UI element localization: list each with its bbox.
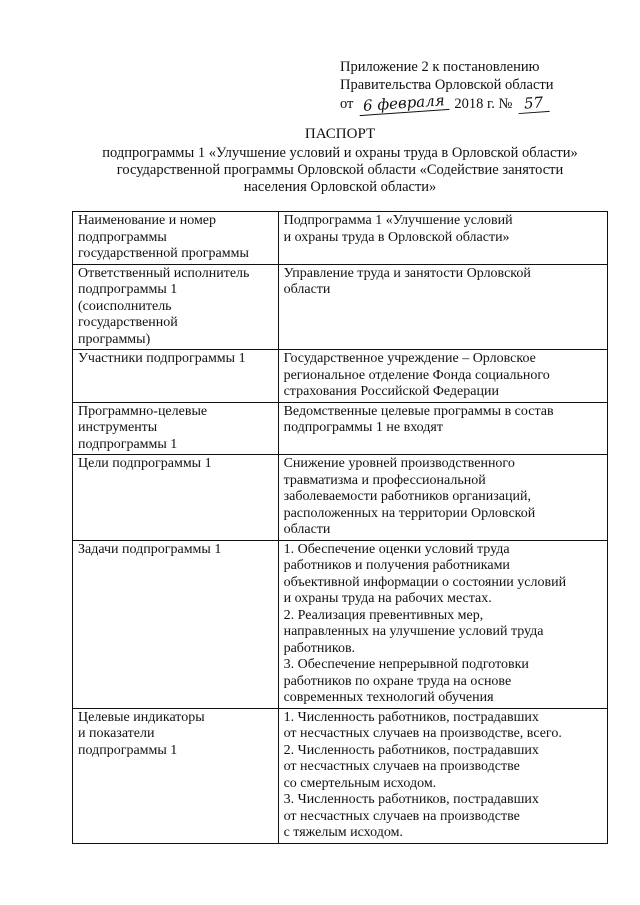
row-label-cell (73, 264, 279, 350)
row-value-line: и охраны труда в Орловской области» (283, 229, 510, 245)
table-row (73, 455, 608, 541)
appendix-line-1: Приложение 2 к постановлению (340, 59, 540, 75)
row-label-line: Цели подпрограммы 1 (78, 456, 212, 471)
handwritten-number: 57 (517, 93, 549, 114)
table-row (73, 264, 608, 350)
row-label-cell (73, 350, 279, 403)
appendix-date-line (340, 91, 554, 115)
subtitle-line-1: подпрограммы 1 «Улучшение условий и охраны труда в Орловской области» (102, 145, 578, 161)
row-label-line: Задачи подпрограммы 1 (78, 541, 222, 557)
row-value-line: от несчастных случаев на производстве (283, 759, 520, 774)
row-value-line: Управление труда и занятости Орловской (283, 265, 531, 281)
row-value-line: 1. Численность работников, пострадавших (283, 709, 539, 725)
row-value-line: со смертельным исходом. (283, 775, 437, 791)
document-title: ПАСПОРТ (304, 126, 376, 142)
row-label-line: государственной программы (78, 246, 249, 261)
row-value-line: 2. Численность работников, пострадавших (283, 742, 539, 758)
row-label-line: государственной (78, 315, 178, 330)
row-label-line: (соисполнитель (78, 298, 172, 314)
table-row (73, 402, 608, 455)
row-value-cell (278, 540, 607, 708)
passport-table (72, 211, 608, 844)
row-label-line: подпрограммы 1 (78, 742, 178, 758)
row-value-line: расположенных на территории Орловской (283, 505, 536, 521)
row-value-line: с тяжелым исходом. (283, 825, 403, 840)
row-label-cell (73, 540, 279, 708)
row-value-line: и охраны труда на рабочих местах. (283, 591, 492, 606)
row-label-cell (73, 402, 279, 455)
row-value-line: заболеваемости работников организаций, (283, 489, 531, 504)
row-label-line: Наименование и номер (78, 213, 217, 228)
passport-table-body (73, 212, 608, 844)
table-row (73, 212, 608, 265)
row-label-line: подпрограммы 1 (78, 436, 178, 452)
row-label-line: инструменты (78, 420, 158, 435)
row-value-line: Снижение уровней производственного (283, 456, 515, 471)
table-row (73, 350, 608, 403)
row-value-cell (278, 212, 607, 265)
row-value-cell (278, 350, 607, 403)
row-value-line: травматизма и профессиональной (283, 472, 486, 488)
row-value-line: 3. Обеспечение непрерывной подготовки (283, 657, 529, 672)
table-row (73, 708, 608, 843)
handwritten-date: 6 февраля (358, 91, 449, 116)
row-label-cell (73, 455, 279, 541)
row-value-line: 2. Реализация превентивных мер, (283, 607, 484, 623)
year-text: 2018 г. № (454, 96, 513, 112)
row-value-line: подпрограммы 1 не входят (283, 420, 443, 435)
row-value-line: Подпрограмма 1 «Улучшение условий (283, 213, 513, 228)
row-label-line: подпрограммы (78, 229, 167, 245)
row-value-cell (278, 455, 607, 541)
row-value-line: объективной информации о состоянии условий (283, 574, 567, 590)
row-value-line: региональное отделение Фонда социального (283, 367, 550, 383)
row-value-line: области (283, 522, 331, 537)
row-value-line: от несчастных случаев на производстве, всего. (283, 726, 562, 741)
row-value-cell (278, 264, 607, 350)
row-label-line: Целевые индикаторы (78, 709, 205, 725)
row-value-line: современных технологий обучения (283, 690, 494, 705)
row-label-cell (73, 212, 279, 265)
date-prefix: от (340, 96, 354, 112)
table-row (73, 540, 608, 708)
row-value-line: от несчастных случаев на производстве (283, 808, 520, 824)
row-value-line: работников по охране труда на основе (283, 673, 512, 689)
row-value-line: 3. Численность работников, пострадавших (283, 792, 539, 807)
row-value-line: направленных на улучшение условий труда (283, 624, 544, 639)
row-label-line: и показатели (78, 726, 155, 741)
appendix-block (340, 58, 554, 113)
row-label-cell (73, 708, 279, 843)
row-value-line: 1. Обеспечение оценки условий труда (283, 541, 510, 557)
row-value-line: Государственное учреждение – Орловское (283, 351, 536, 366)
document-header (60, 126, 620, 196)
row-value-cell (278, 708, 607, 843)
row-label-line: Программно-целевые (78, 403, 208, 419)
subtitle-line-2: государственной программы Орловской области «Содействие занятости (116, 162, 564, 178)
row-label-line: Ответственный исполнитель (78, 265, 250, 281)
subtitle-line-3: населения Орловской области» (243, 179, 437, 195)
row-label-line: программы) (78, 331, 151, 347)
row-value-line: области (283, 282, 331, 297)
row-value-line: страхования Российской Федерации (283, 384, 499, 399)
row-value-cell (278, 402, 607, 455)
row-value-line: работников и получения работниками (283, 558, 510, 573)
row-value-line: Ведомственные целевые программы в состав (283, 403, 554, 419)
row-label-line: Участники подпрограммы 1 (78, 351, 246, 366)
row-value-line: работников. (283, 640, 356, 656)
row-label-line: подпрограммы 1 (78, 282, 178, 297)
appendix-line-2: Правительства Орловской области (340, 77, 554, 93)
